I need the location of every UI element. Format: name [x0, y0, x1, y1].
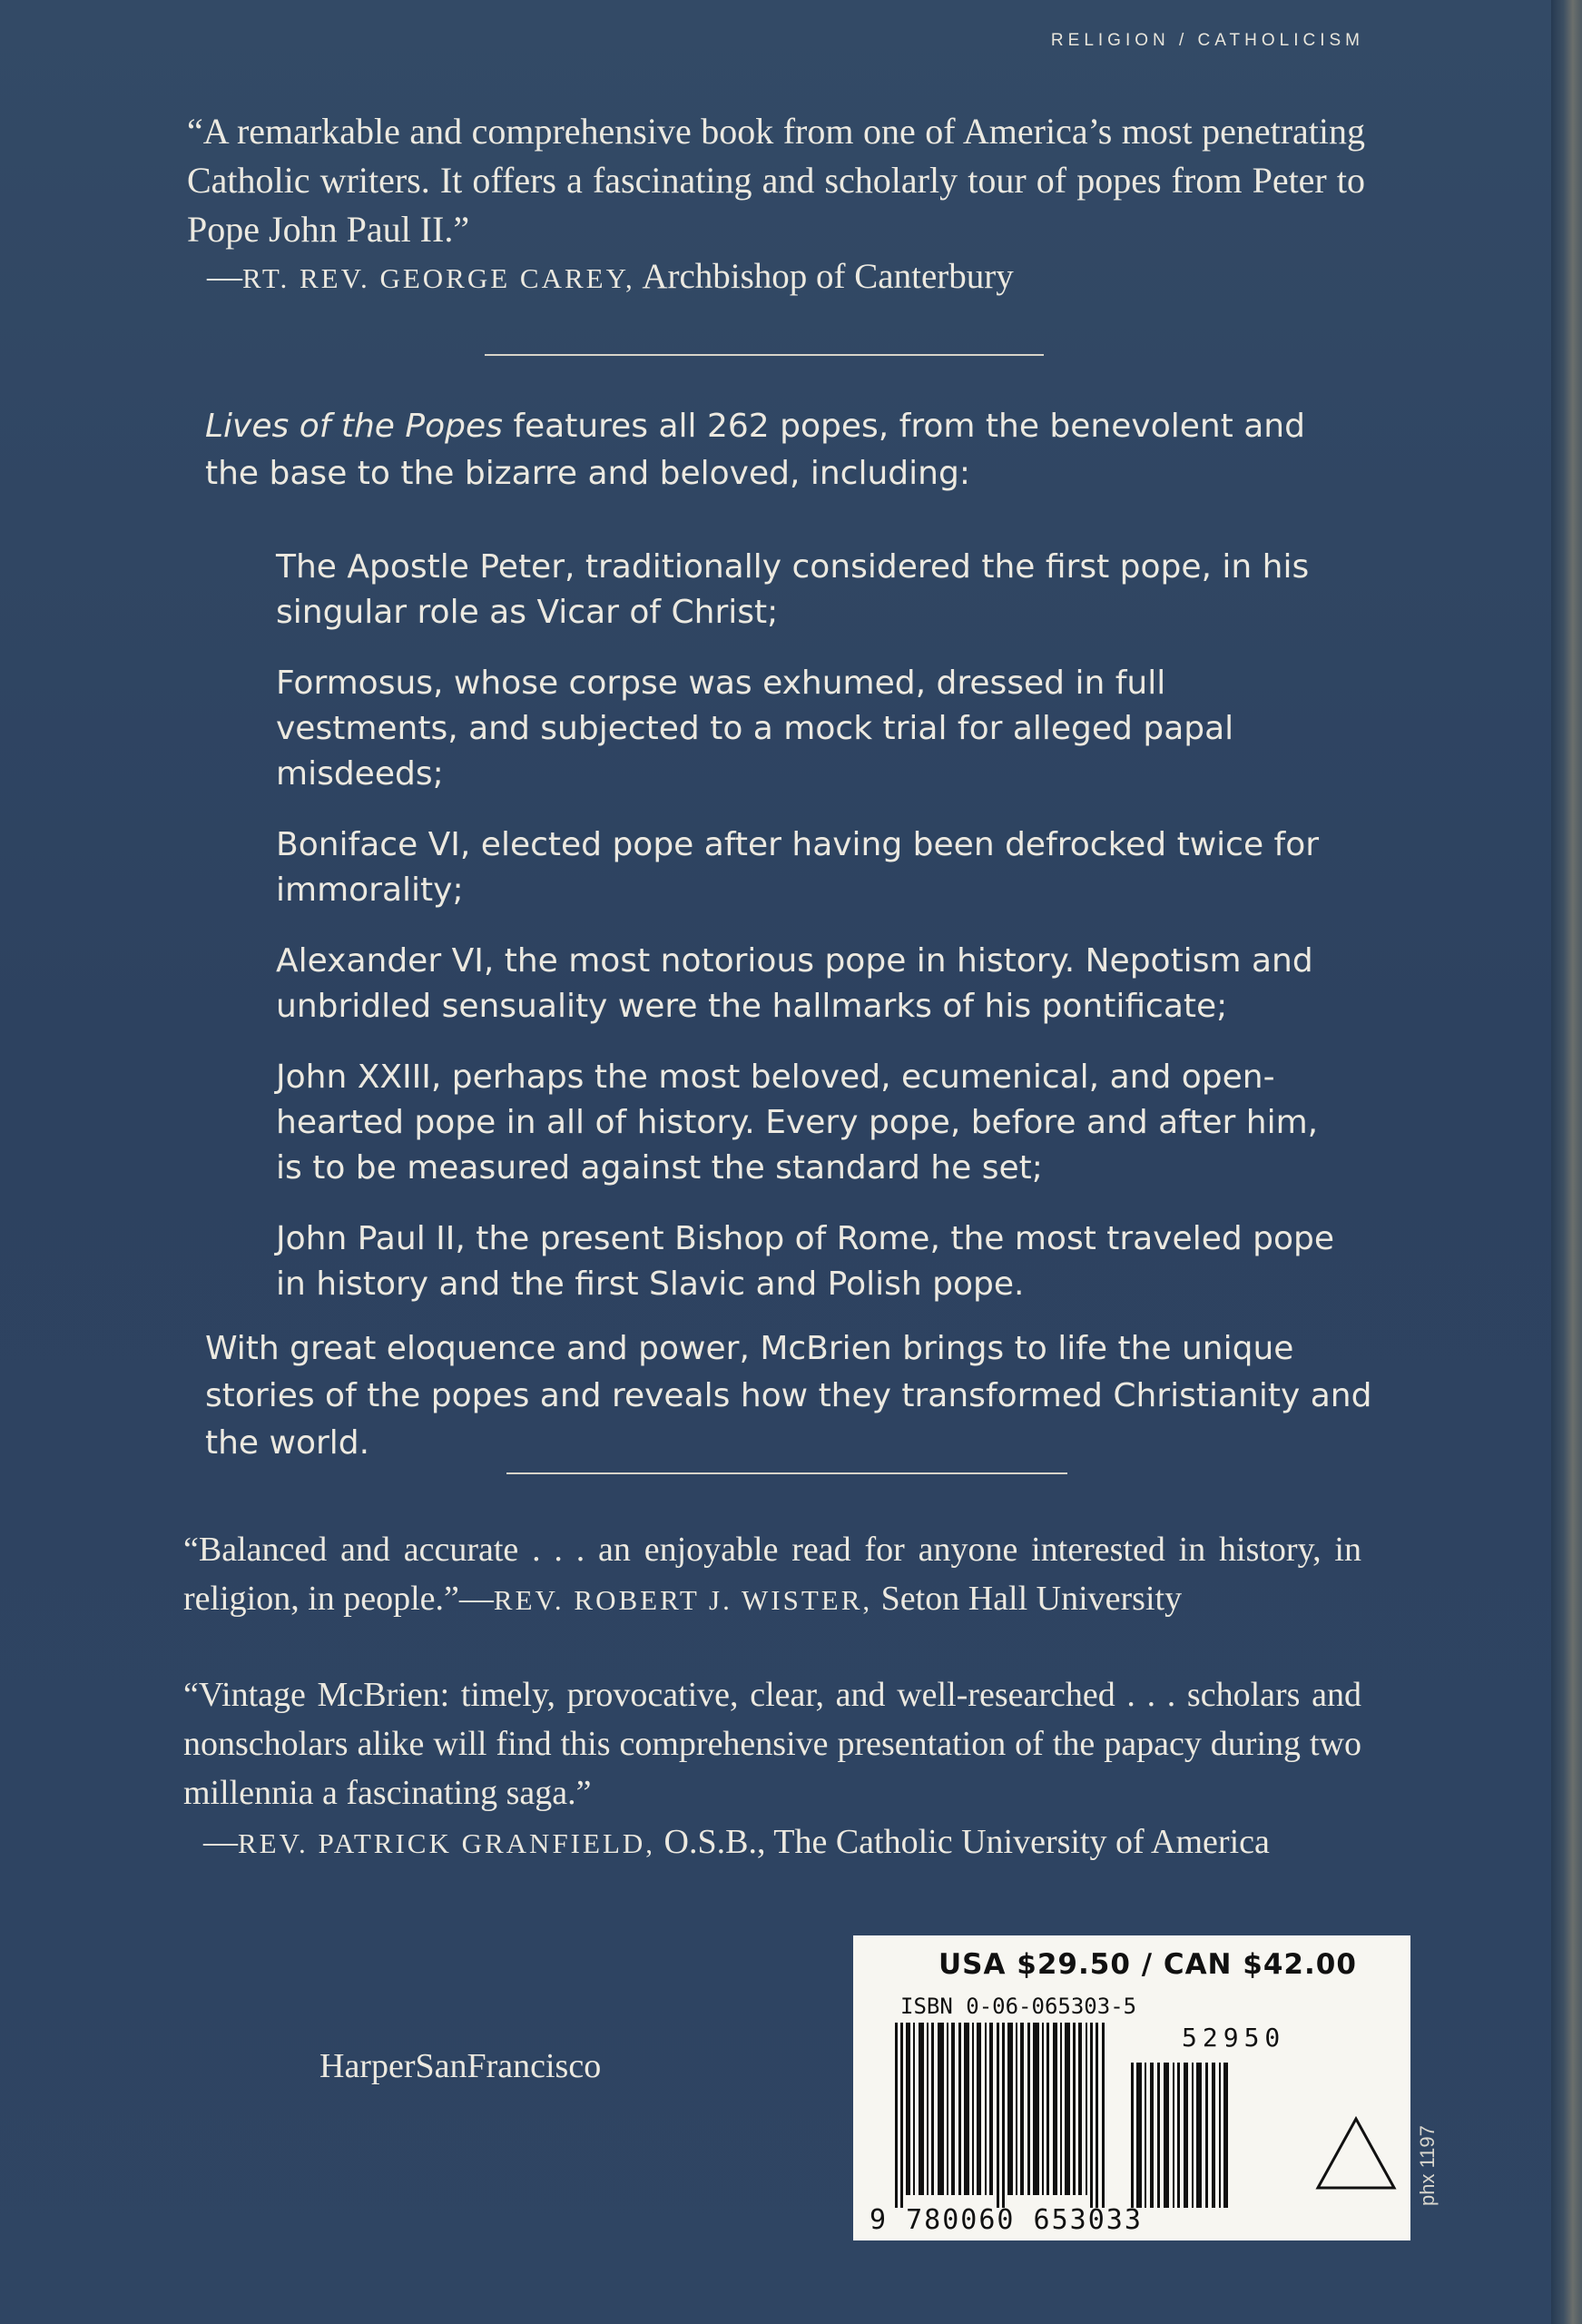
- triangle-icon: [1314, 2115, 1398, 2191]
- feature-item-alexander: Alexander VI, the most notorious pope in history. Nepotism and unbridled sensuality were the hallmarks of his pontificate;: [276, 942, 1313, 1025]
- feature-item-formosus: Formosus, whose corpse was exhumed, dressed in full vestments, and subjected to a mock trial for alleged papal misdeeds;: [276, 665, 1234, 793]
- barcode-ean: 9 780060 653033: [870, 2204, 1143, 2236]
- isbn-label: ISBN 0-06-065303-5: [900, 1994, 1137, 2019]
- intro-text: features all 262 popes, from the benevolent and the base to the bizarre and beloved, including:: [205, 408, 1305, 492]
- feature-item-john-xxiii: John XXIII, perhaps the most beloved, ecumenical, and open-hearted pope in all of history. Every pope, before and after him, is to be measured against the standard he set;: [276, 1059, 1319, 1187]
- attribution-title: Seton Hall University: [872, 1580, 1183, 1618]
- quote-wister-text: “Balanced and accurate . . . an enjoyable read for anyone interested in history, in religion, in people.”: [183, 1531, 1361, 1618]
- divider-bottom: [506, 1472, 1067, 1474]
- attribution-name: REV. ROBERT J. WISTER,: [493, 1584, 873, 1616]
- attribution-title: Archbishop of Canterbury: [634, 257, 1014, 296]
- quote-carey-text: “A remarkable and comprehensive book from one of America’s most penetrating Catholic writers. It offers a fascinating and scholarly tour of popes from Peter to Pope John Paul II.”: [187, 111, 1365, 250]
- feature-item-boniface: Boniface VI, elected pope after having been defrocked twice for immorality;: [276, 826, 1320, 909]
- barcode-addon-bars: [1131, 2063, 1231, 2208]
- book-title: Lives of the Popes: [205, 408, 503, 445]
- spine-edge: [1551, 0, 1582, 2324]
- barcode-addon: 52950: [1182, 2023, 1286, 2053]
- quote-carey: [187, 107, 1365, 254]
- quote-granfield: [183, 1670, 1361, 1868]
- attribution-name: RT. REV. GEORGE CAREY,: [242, 262, 635, 294]
- quote-carey-attribution: —RT. REV. GEORGE CAREY, Archbishop of Canterbury: [207, 257, 1014, 296]
- quote-granfield-text: “Vintage McBrien: timely, provocative, clear, and well-researched . . . scholars and nonscholars alike will find this comprehensive presentation of the papacy during two millennia a fascinating saga.”: [183, 1676, 1361, 1812]
- attribution-name: REV. PATRICK GRANFIELD,: [238, 1827, 656, 1859]
- barcode-panel: [853, 1935, 1410, 2240]
- feature-item-john-paul: John Paul II, the present Bishop of Rome, the most traveled pope in history and the first Slavic and Polish pope.: [276, 1220, 1335, 1303]
- feature-list: [276, 545, 1338, 1333]
- quote-granfield-attribution: —REV. PATRICK GRANFIELD, O.S.B., The Catholic University of America: [203, 1823, 1270, 1861]
- publisher-name: HarperSanFrancisco: [319, 2047, 602, 2085]
- side-code: phx 1197: [1416, 2125, 1439, 2206]
- divider-top: [485, 354, 1044, 356]
- closing-paragraph: With great eloquence and power, McBrien brings to life the unique stories of the popes and reveals how they transformed Christianity and the world.: [205, 1330, 1372, 1462]
- quote-wister: “Balanced and accurate . . . an enjoyable read for anyone interested in history, in religion, in people.”—REV. ROBERT J. WISTER, Seton Hall University: [183, 1531, 1361, 1618]
- attribution-title: O.S.B., The Catholic University of America: [655, 1823, 1270, 1861]
- price-label: USA $29.50 / CAN $42.00: [938, 1948, 1357, 1981]
- category-label: RELIGION / CATHOLICISM: [1050, 31, 1364, 50]
- intro-paragraph: [205, 403, 1367, 497]
- barcode-bars: [895, 2023, 1105, 2208]
- feature-item-peter: The Apostle Peter, traditionally considered the first pope, in his singular role as Vicar of Christ;: [276, 548, 1310, 631]
